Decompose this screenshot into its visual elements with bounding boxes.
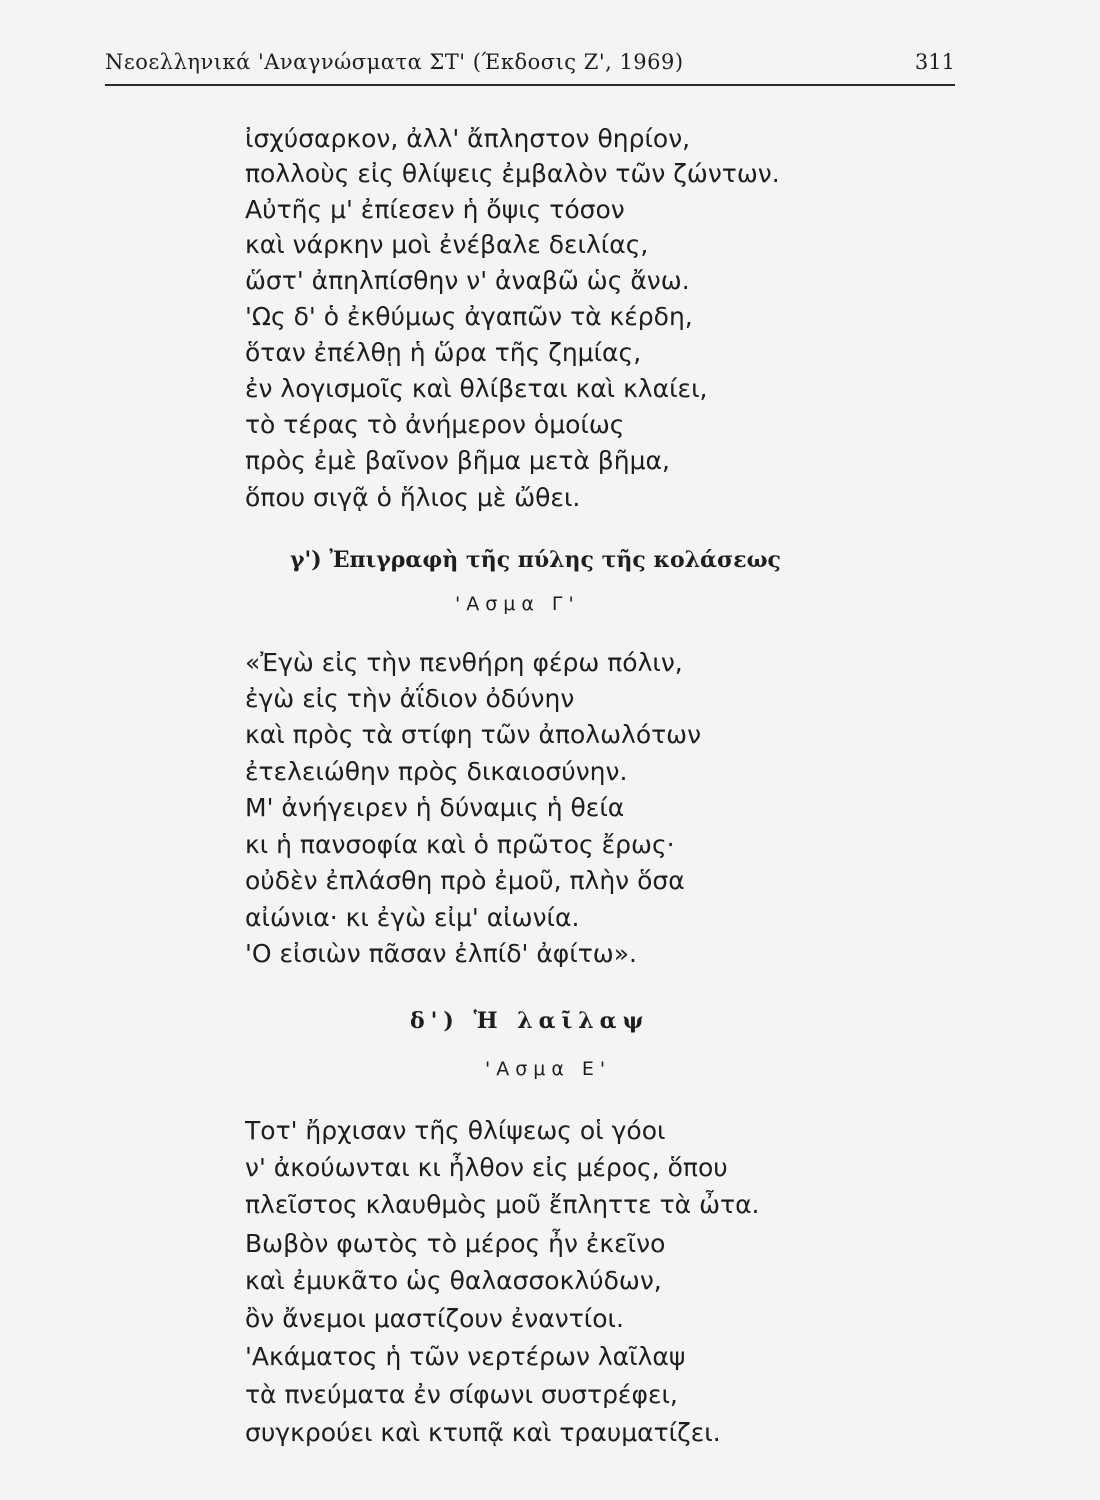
page-number: 311 bbox=[914, 50, 955, 74]
verse-line: καὶ ἐμυκᾶτο ὡς θαλασσοκλύδων, bbox=[245, 1266, 662, 1295]
verse-line: «Ἐγὼ εἰς τὴν πενθήρη φέρω πόλιν, bbox=[245, 648, 683, 677]
verse-line: οὐδὲν ἐπλάσθη πρὸ ἐμοῦ, πλὴν ὅσα bbox=[245, 866, 685, 895]
verse-line: ὅπου σιγᾷ ὁ ἥλιος μὲ ὤθει. bbox=[245, 483, 581, 512]
verse-line: τὰ πνεύματα ἐν σίφωνι συστρέφει, bbox=[245, 1380, 678, 1409]
verse-line: Βωβὸν φωτὸς τὸ μέρος ἦν ἐκεῖνο bbox=[245, 1229, 666, 1258]
canto-label: 'Ασμα Γ' bbox=[455, 593, 580, 615]
verse-line: ν' ἀκούωνται κι ἦλθον εἰς μέρος, ὅπου bbox=[245, 1153, 728, 1182]
verse-line: ὅταν ἐπέλθῃ ἡ ὥρα τῆς ζημίας, bbox=[245, 338, 642, 367]
running-head-title: Νεοελληνικά 'Αναγνώσματα ΣΤ' (Έκδοσις Ζ', 1969) bbox=[105, 50, 684, 74]
verse-line: ἐν λογισμοῖς καὶ θλίβεται καὶ κλαίει, bbox=[245, 374, 708, 403]
verse-line: πρὸς ἐμὲ βαῖνον βῆμα μετὰ βῆμα, bbox=[245, 446, 670, 475]
verse-line: Τοτ' ἤρχισαν τῆς θλίψεως οἱ γόοι bbox=[245, 1116, 666, 1145]
verse-line: αἰώνια· κι ἐγὼ εἰμ' αἰωνία. bbox=[245, 903, 580, 932]
section-heading: γ') Ἐπιγραφὴ τῆς πύλης τῆς κολάσεως bbox=[290, 547, 781, 573]
verse-line: 'Ως δ' ὁ ἐκθύμως ἀγαπῶν τὰ κέρδη, bbox=[245, 302, 693, 331]
verse-line: Αὐτῆς μ' ἐπίεσεν ἡ ὄψις τόσον bbox=[245, 195, 625, 224]
running-head bbox=[105, 44, 955, 86]
verse-line: τὸ τέρας τὸ ἀνήμερον ὁμοίως bbox=[245, 410, 625, 439]
verse-line: κι ἡ πανσοφία καὶ ὁ πρῶτος ἔρως· bbox=[245, 830, 675, 859]
verse-line: ἐτελειώθην πρὸς δικαιοσύνην. bbox=[245, 757, 628, 786]
canto-label: 'Ασμα Ε' bbox=[485, 1058, 612, 1080]
verse-line: καὶ νάρκην μοὶ ἐνέβαλε δειλίας, bbox=[245, 230, 649, 259]
verse-line: ὥστ' ἀπηλπίσθην ν' ἀναβῶ ὡς ἄνω. bbox=[245, 266, 690, 295]
section-heading: δ') Ἡ λαῖλαψ bbox=[410, 1008, 650, 1034]
verse-line: καὶ πρὸς τὰ στίφη τῶν ἀπολωλότων bbox=[245, 720, 702, 749]
verse-line: 'Ο εἰσιὼν πᾶσαν ἐλπίδ' ἀφίτω». bbox=[245, 939, 637, 968]
verse-line: πολλοὺς εἰς θλίψεις ἐμβαλὸν τῶν ζώντων. bbox=[245, 159, 780, 188]
verse-line: ἰσχύσαρκον, ἀλλ' ἄπληστον θηρίον, bbox=[245, 124, 691, 153]
verse-line: ὂν ἄνεμοι μαστίζουν ἐναντίοι. bbox=[245, 1304, 624, 1333]
verse-line: 'Ακάματος ἡ τῶν νερτέρων λαῖλαψ bbox=[245, 1342, 686, 1371]
verse-line: Μ' ἀνήγειρεν ἡ δύναμις ἡ θεία bbox=[245, 793, 625, 822]
verse-line: ἐγὼ εἰς τὴν ἀΐδιον ὀδύνην bbox=[245, 684, 575, 713]
verse-line: πλεῖστος κλαυθμὸς μοῦ ἔπληττε τὰ ὦτα. bbox=[245, 1190, 760, 1219]
verse-line: συγκρούει καὶ κτυπᾷ καὶ τραυματίζει. bbox=[245, 1418, 721, 1447]
